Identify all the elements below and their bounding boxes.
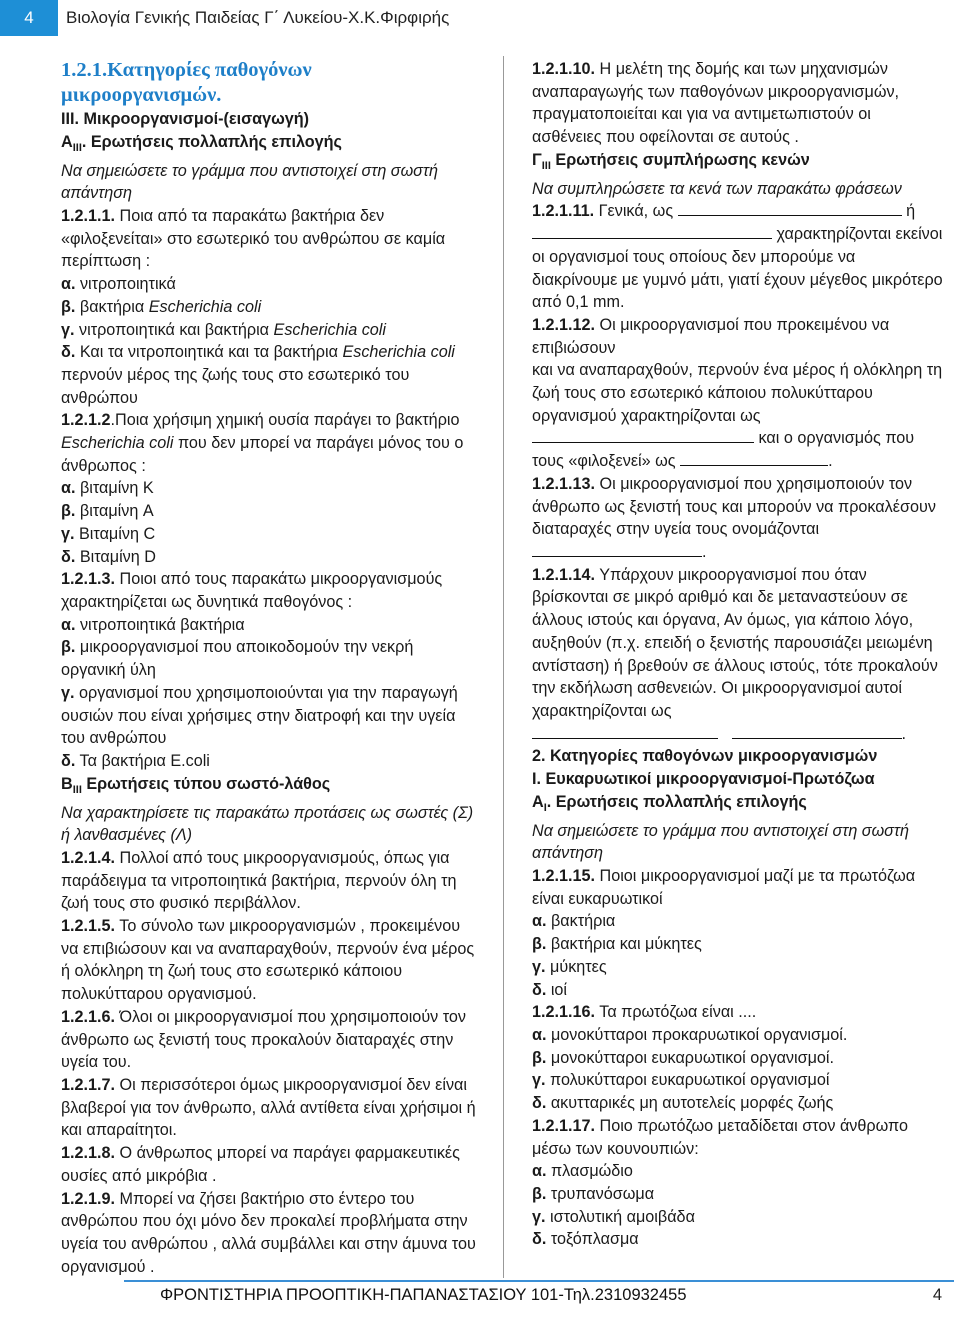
chapter-title-line2: μικροοργανισμών. [61,84,222,106]
q15-option-a: α. βακτήρια [532,912,616,931]
q3-option-c: γ. οργανισμοί που χρησιμοποιούνται για την παραγωγή ουσιών που είναι χρήσιμες στην διατροφή και την υγεία του ανθρώπου [61,683,458,748]
q16-option-d: δ. ακυτταρικές μη αυτοτελείς μορφές ζωής [532,1094,834,1113]
question-7: 1.2.1.7. Οι περισσότεροι όμως μικροοργανισμοί δεν είναι βλαβεροί για τον άνθρωπο, αλλά αντίθετα είναι χρήσιμοι ή και απαραίτητοι. [61,1076,476,1140]
question-11: 1.2.1.11. Γενικά, ως ή χαρακτηρίζονται εκείνοι οι οργανισμοί τους οποίους δεν μπορούμε να διακρίνουμε με γυμνό μάτι, γιατί έχουν μέγεθος μικρότερο από 0,1 mm. [532,202,943,312]
header-page-number: 4 [0,0,58,36]
question-4: 1.2.1.4. Πολλοί από τους μικροοργανισμούς, όπως για παράδειγμα τα νιτροποιητικά βακτήρια, περνούν όλη τη ζωή τους στο φυσικό περιβάλλον. [61,848,457,913]
q2-option-a: α. βιταμίνη K [61,479,154,498]
footer-rule [124,1280,954,1282]
question-5: 1.2.1.5. Το σύνολο των μικροοργανισμών , προκειμένου να επιβιώσουν και να αναπαραχθούν, περνούν ένα μέρος ή ολόκληρη τη ζωή τους στο εσωτερικό κάποιου πολυκύτταρου οργανισμού. [61,917,475,1004]
q3-option-b: β. μικροοργανισμοί που αποικοδομούν την νεκρή οργανική ύλη [61,638,414,680]
section-a2-instructions: Να σημειώσετε το γράμμα που αντιστοιχεί στη σωστή απάντηση [532,821,909,863]
blank-line [680,450,828,466]
section-intro: ΙΙΙ. Μικροοργανισμοί-(εισαγωγή) [61,110,310,128]
chapter-title-line1: 1.2.1.Κατηγορίες παθογόνων [61,59,312,81]
q2-option-d: δ. Βιταμίνη D [61,547,156,566]
q1-option-b: β. βακτήρια Escherichia coli [61,297,262,316]
question-15: 1.2.1.15. Ποιοι μικροοργανισμοί μαζί με τα πρωτόζωα είναι ευκαρυωτικοί [532,867,916,908]
footer-page-number: 4 [932,1286,942,1304]
section-c-instructions: Να συμπληρώσετε τα κενά των παρακάτω φράσεων [532,179,902,198]
q17-option-d: δ. τοξόπλασμα [532,1230,639,1249]
section-a-instructions: Να σημειώσετε το γράμμα που αντιστοιχεί στη σωστή απάντηση [61,161,438,203]
blank-line [532,541,702,557]
question-14: 1.2.1.14. Υπάρχουν μικροοργανισμοί που όταν βρίσκονται σε μικρό αριθμό και δε μεταναστεύουν σε άλλους ιστούς και όργανα, Αν όμως, για κάποιο λόγο, αυξηθούν (π.χ. επειδή ο ξενιστής παρουσιάζει μειωμένη αντίσταση) ή βρεθούν σε άλλους ιστούς, τότε προκαλούν την εκδήλωση ασθενειών. Οι μικροοργανισμοί αυτοί χαρακτηρίζονται ως . [532,565,938,743]
column-divider [503,56,504,1278]
q2-option-b: β. βιταμίνη A [61,502,154,521]
section-a2-heading: $A_I$. Ερωτήσεις πολλαπλής επιλογής [532,792,807,814]
q1-option-a: α. νιτροποιητικά [61,275,176,294]
chapter-2-subtitle: Ι. Ευκαρυωτικοί μικροοργανισμοί-Πρωτόζωα [532,770,875,789]
page-header [0,0,960,36]
question-8: 1.2.1.8. Ο άνθρωπος μπορεί να παράγει φαρμακευτικές ουσίες από μικρόβια . [61,1144,460,1185]
q15-option-b: β. βακτήρια και μύκητες [532,935,702,954]
footer-text: ΦΡΟΝΤΙΣΤΗΡΙΑ ΠΡΟΟΠΤΙΚΗ-ΠΑΠΑΝΑΣΤΑΣΙΟΥ 101-Τηλ.2310932455 [160,1286,687,1304]
q1-option-d: δ. Και τα νιτροποιητικά και τα βακτήρια Escherichia coli περνούν μέρος της ζωής τους στο εσωτερικό του ανθρώπου [61,343,455,407]
chapter-2-title: 2. Κατηγορίες παθογόνων μικροοργανισμών [532,747,878,766]
question-13: 1.2.1.13. Οι μικροοργανισμοί που χρησιμοποιούν τον άνθρωπο ως ξενιστή τους και μπορούν να προκαλέσουν διαταραχές στην υγεία τους ονομάζονται . [532,474,936,561]
q15-option-c: γ. μύκητες [532,957,607,976]
question-17: 1.2.1.17. Ποιο πρωτόζωο μεταδίδεται στον άνθρωπο μέσω των κουνουπιών: [532,1116,908,1158]
q17-option-a: α. πλασμώδιο [532,1162,633,1181]
question-16: 1.2.1.16. Τα πρωτόζωα είναι .... [532,1003,757,1022]
section-b-instructions: Να χαρακτηρίσετε τις παρακάτω προτάσεις ως σωστές (Σ) ή λανθασμένες (Λ) [61,803,474,845]
q16-option-a: α. μονοκύτταροι προκαρυωτικοί οργανισμοί. [532,1026,848,1044]
blank-line [532,723,718,739]
right-column [532,58,944,1251]
section-c-heading: $\Gamma_{III}$ Ερωτήσεις συμπλήρωσης κενών [532,150,810,173]
page-footer [124,1280,954,1310]
question-10: 1.2.1.10. Η μελέτη της δομής και των μηχανισμών αναπαραγωγής των παθογόνων μικροοργανισμών, πραγματοποιείται και για να αντιμετωπιστούν οι ασθένειες που οφείλονται σε αυτούς . [532,60,900,147]
q1-option-c: γ. νιτροποιητικά και βακτήρια Escherichia coli [61,320,386,339]
q17-option-c: γ. ιστολυτική αμοιβάδα [532,1207,695,1226]
section-b-heading: $B_{III}$ Ερωτήσεις τύπου σωστό-λάθος [61,774,331,796]
q2-option-c: γ. Βιταμίνη C [61,524,156,543]
question-9: 1.2.1.9. Μπορεί να ζήσει βακτήριο στο έντερο του ανθρώπου που όχι μόνο δεν προκαλεί προβλήματα στην υγεία του ανθρώπου , αλλά συμβάλλει και στην άμυνα του οργανισμού . [61,1189,476,1276]
blank-line [732,723,902,739]
q17-option-b: β. τρυπανόσωμα [532,1184,655,1203]
q15-option-d: δ. ιοί [532,980,568,999]
blank-line [532,427,754,443]
blank-line [532,223,772,239]
section-a-heading: $A_{III}$. Ερωτήσεις πολλαπλής επιλογής [61,132,342,154]
question-12: 1.2.1.12. Οι μικροοργανισμοί που προκειμένου να επιβιώσουν και να αναπαραχθούν, περνούν ένα μέρος ή ολόκληρη τη ζωή τους στο εσωτερικό κάποιου πολυκύτταρου οργανισμού χαρακτηρίζονται ως και ο οργανισμός που τους «φιλοξενεί» ως . [532,315,943,471]
q16-option-b: β. μονοκύτταροι ευκαρυωτικοί οργανισμοί. [532,1048,835,1067]
question-1: 1.2.1.1. Ποια από τα παρακάτω βακτήρια δεν «φιλοξενείται» στο εσωτερικό του ανθρώπου σε καμία περίπτωση : [61,207,446,271]
q3-option-a: α. νιτροποιητικά βακτήρια [61,615,245,634]
q3-option-d: δ. Τα βακτήρια E.coli [61,751,210,770]
question-2: 1.2.1.2.Ποια χρήσιμη χημική ουσία παράγει το βακτήριο Escherichia coli που δεν μπορεί να παράγει μόνος του ο άνθρωπος : [61,411,464,475]
question-6: 1.2.1.6. Όλοι οι μικροοργανισμοί που χρησιμοποιούν τον άνθρωπο ως ξενιστή τους προκαλούν διαταραχές στην υγεία του. [61,1007,467,1072]
question-3: 1.2.1.3. Ποιοι από τους παρακάτω μικροοργανισμούς χαρακτηρίζεται ως δυνητικά παθογόνος : [61,570,443,611]
header-title: Βιολογία Γενικής Παιδείας Γ΄ Λυκείου-Χ.Κ.Φιρφιρής [66,8,450,27]
left-column [61,58,479,1278]
blank-line [678,200,902,216]
q16-option-c: γ. πολυκύτταροι ευκαρυωτικοί οργανισμοί [532,1071,830,1090]
